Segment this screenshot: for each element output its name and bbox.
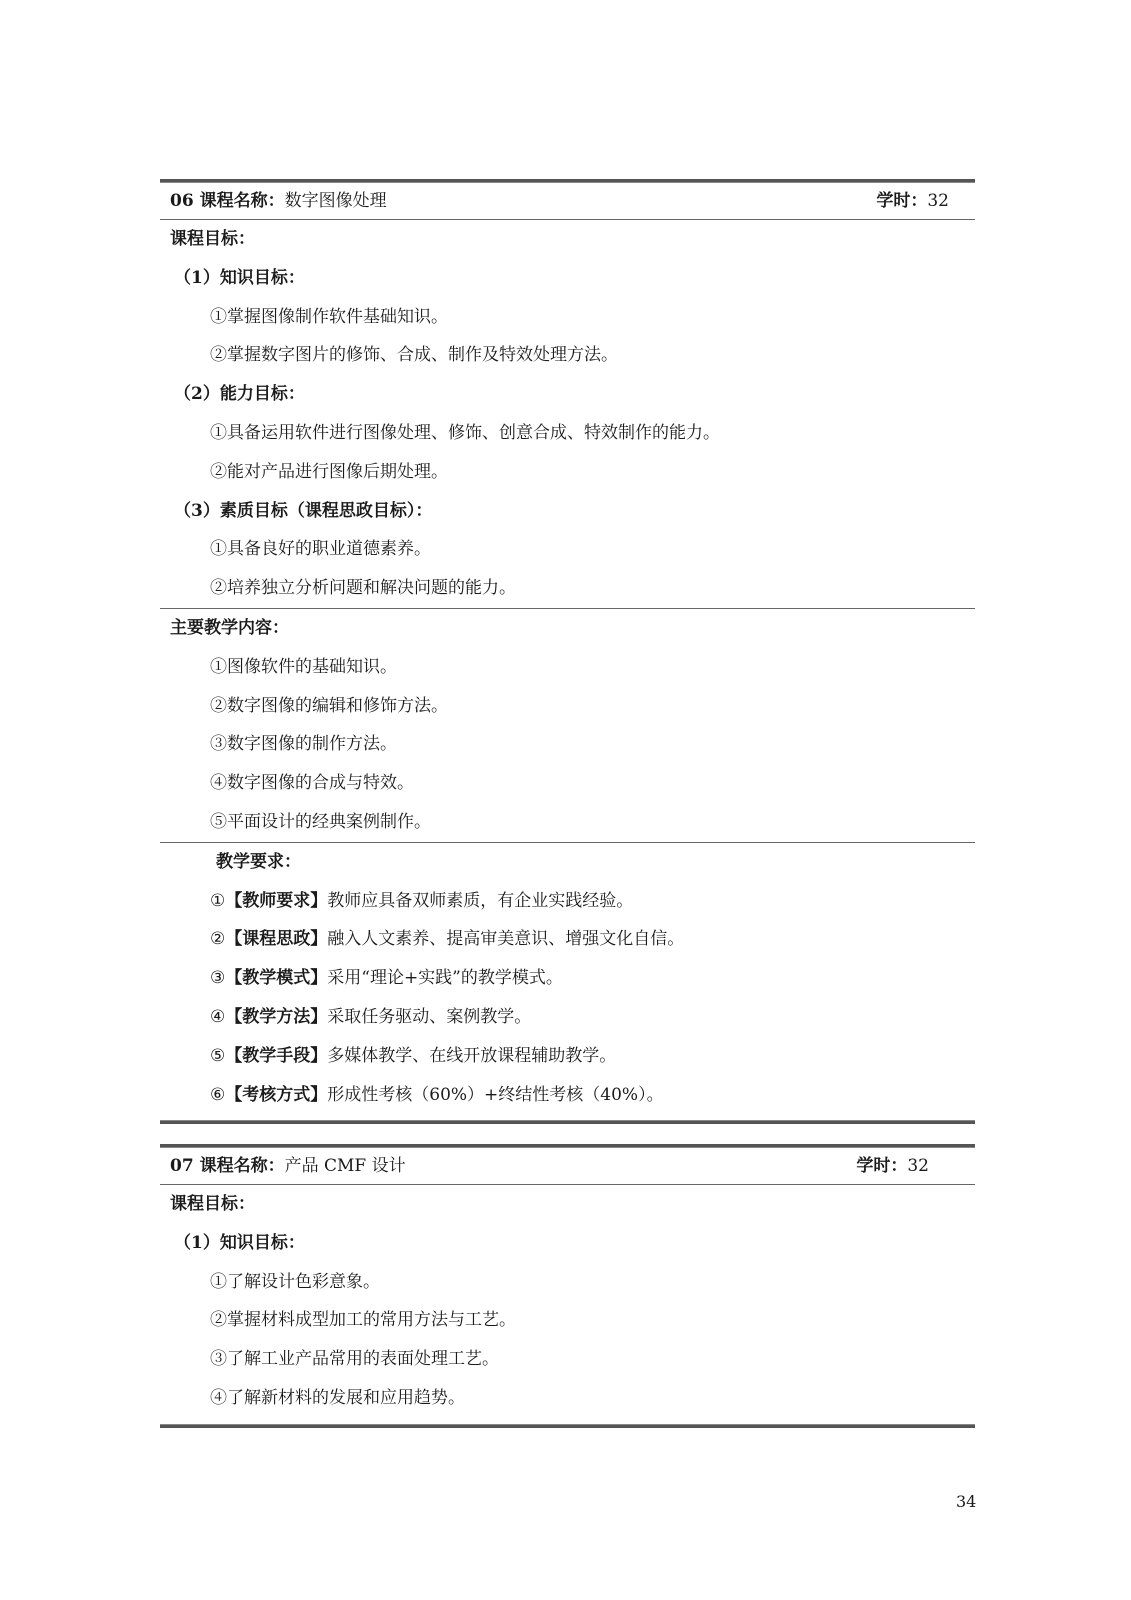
list-item: ③数字图像的制作方法。	[210, 734, 397, 755]
requirement-item: ②【课程思政】融入人文素养、提高审美意识、增强文化自信。	[210, 929, 685, 950]
list-item: ①掌握图像制作软件基础知识。	[210, 306, 448, 327]
list-item: ②数字图像的编辑和修饰方法。	[210, 695, 448, 716]
list-item: ①图像软件的基础知识。	[210, 656, 397, 677]
course-title-row	[160, 1148, 975, 1184]
list-item: ③了解工业产品常用的表面处理工艺。	[210, 1349, 499, 1370]
list-item: ④了解新材料的发展和应用趋势。	[210, 1387, 465, 1408]
table-bottom-rule	[160, 1120, 975, 1124]
course-title-row	[160, 183, 975, 219]
list-item: ②掌握材料成型加工的常用方法与工艺。	[210, 1310, 516, 1331]
ability-heading: （2）能力目标：	[174, 384, 305, 405]
course-hours: 学时：32	[876, 191, 949, 211]
list-item: ②能对产品进行图像后期处理。	[210, 461, 448, 482]
goals-heading: 课程目标：	[170, 1194, 255, 1214]
course-07-table	[160, 1144, 975, 1428]
list-item: ⑤平面设计的经典案例制作。	[210, 811, 431, 832]
course-title-value: 数字图像处理	[284, 191, 387, 211]
page-number: 34	[956, 1492, 977, 1511]
course-title-value: 产品 CMF 设计	[284, 1156, 406, 1176]
requirement-item: ③【教学模式】采用“理论+实践”的教学模式。	[210, 968, 563, 989]
list-item: ②掌握数字图片的修饰、合成、制作及特效处理方法。	[210, 345, 618, 366]
list-item: ④数字图像的合成与特效。	[210, 773, 414, 794]
knowledge-heading: （1）知识目标：	[174, 267, 305, 288]
requirement-item: ⑤【教学手段】多媒体教学、在线开放课程辅助教学。	[210, 1045, 617, 1066]
course-title-label: 07 课程名称：	[170, 1156, 285, 1176]
goals-heading: 课程目标：	[170, 229, 255, 249]
list-item: ①了解设计色彩意象。	[210, 1271, 380, 1292]
list-item: ①具备良好的职业道德素养。	[210, 539, 431, 560]
content-heading: 主要教学内容：	[170, 617, 289, 638]
requirements-heading: 教学要求：	[216, 851, 301, 872]
list-item: ①具备运用软件进行图像处理、修饰、创意合成、特效制作的能力。	[210, 422, 720, 443]
course-title-label: 06 课程名称：	[170, 191, 285, 211]
course-06-table	[160, 179, 975, 1124]
table-bottom-rule	[160, 1424, 975, 1428]
requirement-item: ①【教师要求】教师应具备双师素质，有企业实践经验。	[210, 890, 634, 911]
quality-heading: （3）素质目标（课程思政目标）：	[174, 500, 433, 521]
requirement-item: ④【教学方法】采取任务驱动、案例教学。	[210, 1006, 532, 1027]
list-item: ②培养独立分析问题和解决问题的能力。	[210, 578, 516, 599]
course-hours: 学时：32	[856, 1156, 929, 1176]
knowledge-heading: （1）知识目标：	[174, 1232, 305, 1253]
requirement-item: ⑥【考核方式】形成性考核（60%）+终结性考核（40%）。	[210, 1084, 664, 1105]
